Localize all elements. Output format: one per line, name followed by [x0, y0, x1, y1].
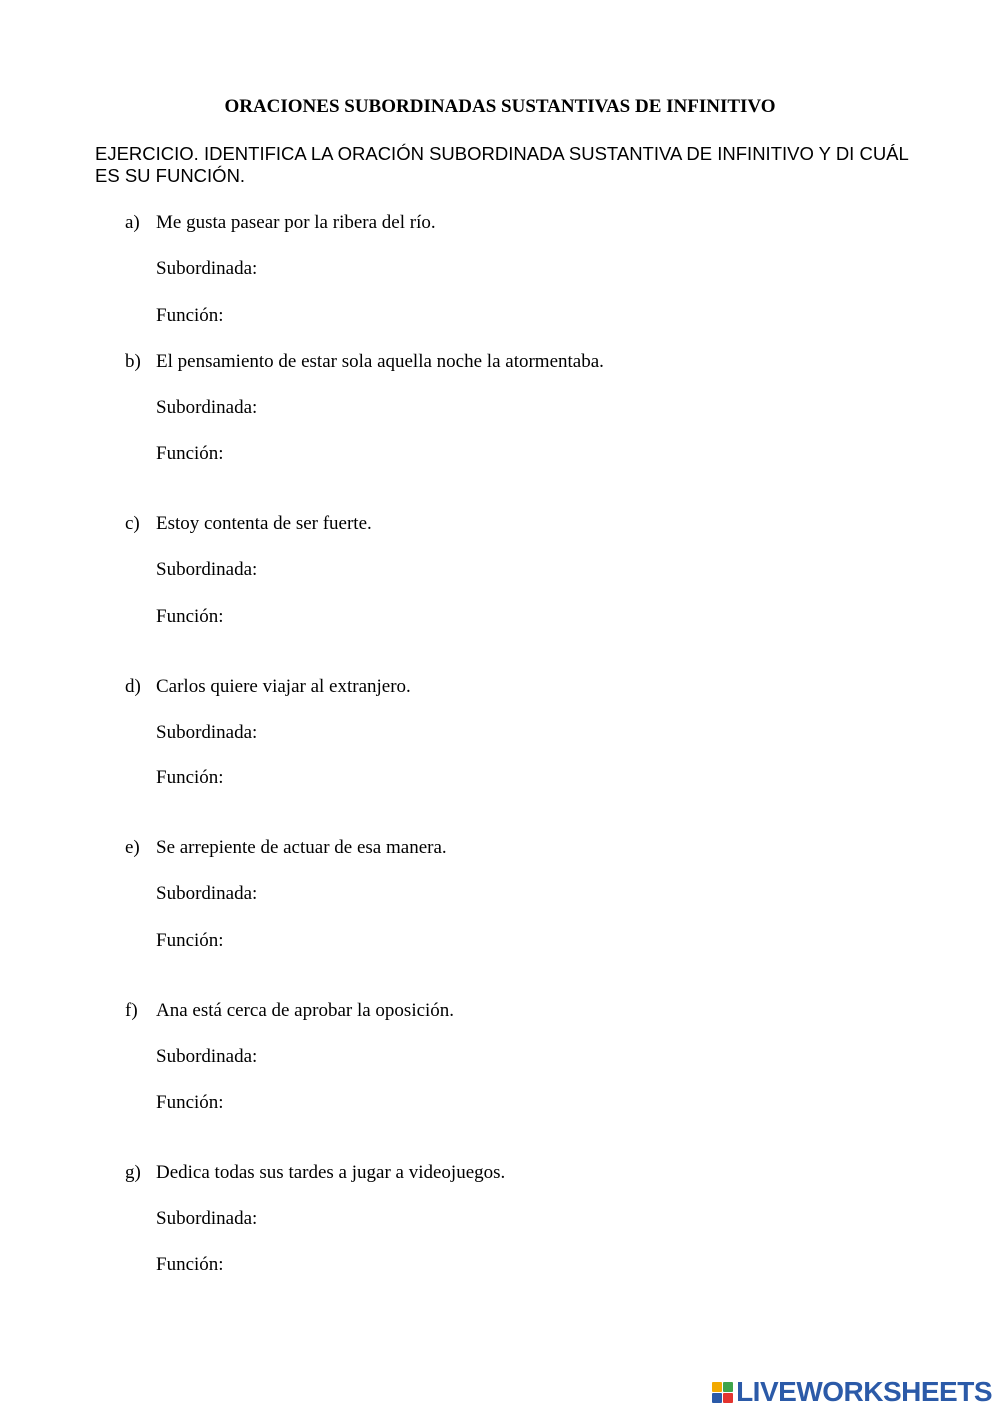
funcion-label: Función:: [156, 930, 224, 951]
liveworksheets-logo[interactable]: [712, 1377, 992, 1407]
subordinada-label: Subordinada:: [156, 397, 258, 418]
exercise-marker: f): [125, 1000, 138, 1021]
exercise-sentence: Estoy contenta de ser fuerte.: [156, 513, 372, 534]
subordinada-label: Subordinada:: [156, 1046, 258, 1067]
exercise-marker: b): [125, 351, 141, 372]
logo-tiles-icon: [712, 1382, 733, 1403]
exercise-marker: g): [125, 1162, 141, 1183]
funcion-label: Función:: [156, 1254, 224, 1275]
exercise-sentence: El pensamiento de estar sola aquella noche la atormentaba.: [156, 351, 604, 372]
exercise-marker: a): [125, 212, 140, 233]
exercise-sentence: Me gusta pasear por la ribera del río.: [156, 212, 436, 233]
exercise-marker: c): [125, 513, 140, 534]
subordinada-label: Subordinada:: [156, 1208, 258, 1229]
subordinada-label: Subordinada:: [156, 559, 258, 580]
logo-tile: [712, 1382, 722, 1392]
funcion-label: Función:: [156, 305, 224, 326]
logo-tile: [723, 1382, 733, 1392]
logo-tile: [723, 1393, 733, 1403]
exercise-sentence: Se arrepiente de actuar de esa manera.: [156, 837, 447, 858]
funcion-label: Función:: [156, 443, 224, 464]
logo-text: LIVEWORKSHEETS: [736, 1376, 992, 1407]
exercise-sentence: Carlos quiere viajar al extranjero.: [156, 676, 411, 697]
exercise-marker: e): [125, 837, 140, 858]
funcion-label: Función:: [156, 767, 224, 788]
subordinada-label: Subordinada:: [156, 258, 258, 279]
exercise-sentence: Dedica todas sus tardes a jugar a videojuegos.: [156, 1162, 506, 1183]
funcion-label: Función:: [156, 606, 224, 627]
exercise-sentence: Ana está cerca de aprobar la oposición.: [156, 1000, 455, 1021]
logo-tile: [712, 1393, 722, 1403]
funcion-label: Función:: [156, 1092, 224, 1113]
subordinada-label: Subordinada:: [156, 883, 258, 904]
instructions: EJERCICIO. IDENTIFICA LA ORACIÓN SUBORDINADA SUSTANTIVA DE INFINITIVO Y DI CUÁL ES SU FUNCIÓN.: [95, 143, 909, 186]
subordinada-label: Subordinada:: [156, 722, 258, 743]
page-title: ORACIONES SUBORDINADAS SUSTANTIVAS DE INFINITIVO: [224, 96, 776, 117]
exercise-marker: d): [125, 676, 141, 697]
